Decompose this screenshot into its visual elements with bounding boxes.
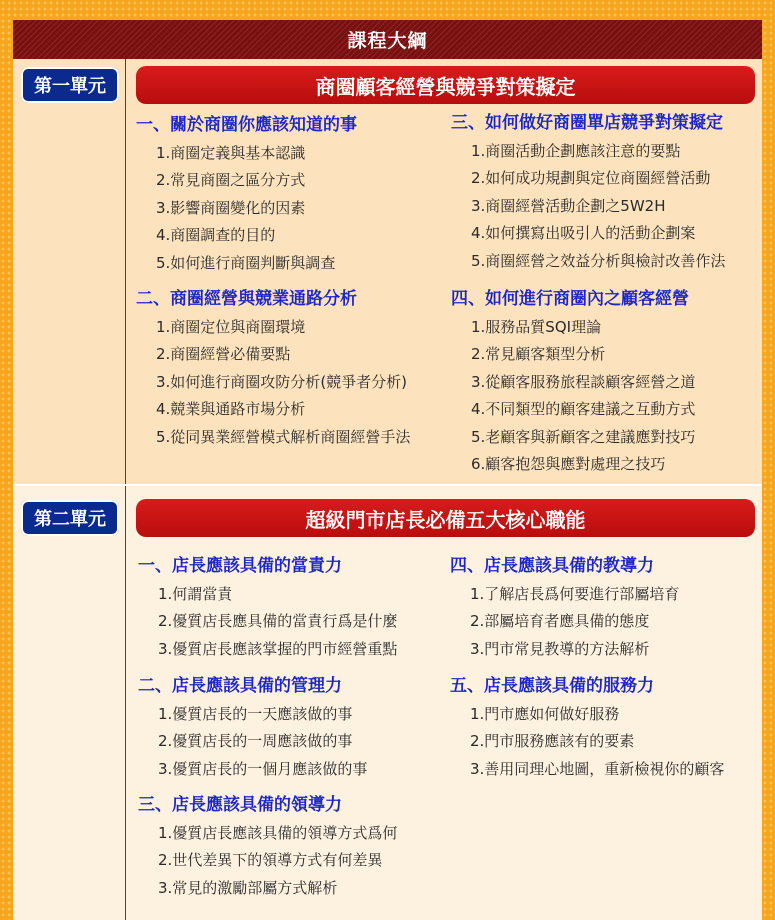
topic-list <box>158 581 397 663</box>
unit-1 <box>13 59 762 486</box>
list-item: 4.如何撰寫出吸引人的活動企劃案 <box>471 224 696 243</box>
topic-block <box>136 288 410 451</box>
divider <box>125 59 126 486</box>
list-item: 1.商圈定義與基本認識 <box>156 144 306 162</box>
topic-heading: 二、店長應該具備的管理力 <box>138 676 342 696</box>
topic-block <box>138 555 397 663</box>
list-item: 1.商圈活動企劃應該注意的要點 <box>471 142 681 160</box>
topic-list <box>470 701 724 783</box>
list-item: 4.競業與通路市場分析 <box>156 400 306 419</box>
topic-heading: 四、店長應該具備的教導力 <box>450 556 654 576</box>
page-title: 課程大綱 <box>13 20 762 59</box>
unit-badge: 第二單元 <box>21 500 119 536</box>
topic-block <box>450 675 724 783</box>
list-item: 6.顧客抱怨與應對處理之技巧 <box>471 454 666 473</box>
list-item: 5.老顧客與新顧客之建議應對技巧 <box>471 427 696 446</box>
list-item: 2.世代差異下的領導方式有何差異 <box>158 851 383 870</box>
topic-list <box>471 138 725 275</box>
list-item: 2.優質店長應具備的當責行爲是什麼 <box>158 612 398 631</box>
list-item: 2.商圈經營必備要點 <box>156 345 291 364</box>
topic-list <box>158 701 367 783</box>
list-item: 2.部屬培育者應具備的態度 <box>470 612 650 631</box>
list-item: 2.優質店長的一周應該做的事 <box>158 732 353 751</box>
topic-block <box>138 794 397 902</box>
topic-list <box>471 314 695 478</box>
topic-block <box>450 555 679 663</box>
list-item: 3.常見的激勵部屬方式解析 <box>158 878 338 897</box>
topic-block <box>138 675 367 783</box>
list-item: 3.影響商圈變化的因素 <box>156 198 306 217</box>
list-item: 3.如何進行商圈攻防分析(競爭者分析) <box>156 372 408 391</box>
topic-heading: 二、商圈經營與競業通路分析 <box>136 289 357 309</box>
list-item: 3.商圈經營活動企劃之5W2H <box>471 196 666 215</box>
list-item: 1.優質店長應該具備的領導方式爲何 <box>158 824 398 842</box>
topic-heading: 三、如何做好商圈單店競爭對策擬定 <box>451 113 723 133</box>
unit-badge: 第一單元 <box>21 67 119 103</box>
divider <box>125 486 126 920</box>
list-item: 2.常見顧客類型分析 <box>471 345 606 364</box>
unit-2 <box>13 486 762 920</box>
list-item: 1.優質店長的一天應該做的事 <box>158 705 353 723</box>
list-item: 4.不同類型的顧客建議之互動方式 <box>471 400 696 419</box>
topic-heading: 三、店長應該具備的領導力 <box>138 795 342 815</box>
list-item: 1.服務品質SQI理論 <box>471 318 602 336</box>
list-item: 1.門市應如何做好服務 <box>470 705 620 723</box>
list-item: 5.從同異業經營模式解析商圈經營手法 <box>156 427 411 446</box>
topic-block <box>136 114 357 277</box>
list-item: 1.商圈定位與商圈環境 <box>156 318 306 336</box>
list-item: 2.常見商圈之區分方式 <box>156 171 306 190</box>
unit-title: 商圈顧客經營與競爭對策擬定 <box>136 66 755 104</box>
list-item: 5.商圈經營之效益分析與檢討改善作法 <box>471 251 726 270</box>
list-item: 3.優質店長應該掌握的門市經營重點 <box>158 639 398 658</box>
list-item: 3.善用同理心地圖，重新檢視你的顧客 <box>470 759 725 778</box>
list-item: 2.門市服務應該有的要素 <box>470 732 635 751</box>
list-item: 3.門市常見教導的方法解析 <box>470 639 650 658</box>
topic-list <box>158 820 397 902</box>
topic-heading: 一、店長應該具備的當責力 <box>138 556 342 576</box>
list-item: 4.商圈調查的目的 <box>156 226 276 245</box>
topic-list <box>470 581 679 663</box>
syllabus-panel <box>13 20 762 920</box>
list-item: 1.了解店長爲何要進行部屬培育 <box>470 585 680 603</box>
list-item: 2.如何成功規劃與定位商圈經營活動 <box>471 169 711 188</box>
topic-heading: 四、如何進行商圈內之顧客經營 <box>451 289 689 309</box>
unit-title: 超級門市店長必備五大核心職能 <box>136 499 755 537</box>
topic-block <box>451 288 695 478</box>
topic-block <box>451 112 725 275</box>
topic-heading: 五、店長應該具備的服務力 <box>450 676 654 696</box>
topic-heading: 一、關於商圈你應該知道的事 <box>136 115 357 135</box>
list-item: 3.從顧客服務旅程談顧客經營之道 <box>471 372 696 391</box>
list-item: 1.何謂當責 <box>158 585 233 603</box>
list-item: 3.優質店長的一個月應該做的事 <box>158 759 368 778</box>
topic-list <box>156 140 357 277</box>
list-item: 5.如何進行商圈判斷與調查 <box>156 253 336 272</box>
topic-list <box>156 314 410 451</box>
